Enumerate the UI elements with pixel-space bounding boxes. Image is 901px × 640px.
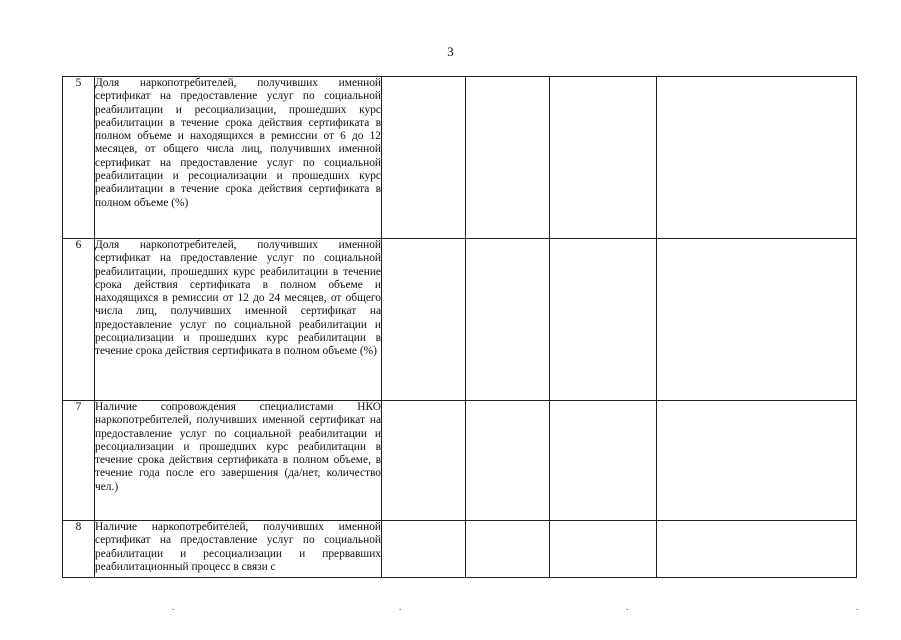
page-number: 3	[447, 44, 454, 59]
row-number: 6	[63, 239, 95, 401]
row-description: Доля наркопотребителей, получивших именной сертификат на предоставление услуг по социальной реабилитации и ресоциализации, прошедших курс реабилитации в течение срока действия сертификата в полном объеме и находящихся в ремиссии от 6 до 12 месяцев, от общего числа лиц, получивших именной сертификат на предоставление услуг по социальной реабилитации и ресоциализации и прошедших курс реабилитации в течение срока действия сертификата в полном объеме (%)	[95, 77, 382, 239]
empty-cell	[382, 77, 466, 239]
row-description-cell	[95, 521, 382, 578]
empty-cell	[657, 77, 857, 239]
empty-cell	[382, 401, 466, 521]
empty-cell	[550, 401, 657, 521]
empty-cell	[657, 401, 857, 521]
empty-cell	[466, 77, 550, 239]
empty-cell	[382, 521, 466, 578]
scan-mark: .	[172, 602, 175, 612]
empty-cell	[550, 77, 657, 239]
row-description: Наличие наркопотребителей, получивших именной сертификат на предоставление услуг по социальной реабилитации и ресоциализации и прервавших реабилитационный процесс в связи с	[95, 521, 381, 573]
empty-cell	[466, 401, 550, 521]
row-number: 7	[63, 401, 95, 521]
empty-cell	[466, 521, 550, 578]
row-number: 5	[63, 77, 95, 239]
row-number: 8	[63, 521, 95, 578]
empty-cell	[550, 239, 657, 401]
table-row	[63, 239, 857, 401]
scan-mark: .	[626, 602, 629, 612]
empty-cell	[550, 521, 657, 578]
scan-mark: .	[856, 602, 859, 612]
empty-cell	[657, 521, 857, 578]
table-row	[63, 77, 857, 239]
scan-mark: .	[399, 602, 402, 612]
row-description: Доля наркопотребителей, получивших именной сертификат на предоставление услуг по социальной реабилитации, прошедших курс реабилитации в течение срока действия сертификата в полном объеме и находящихся в ремиссии от 12 до 24 месяцев, от общего числа лиц, получивших именной сертификат на предоставление услуг по социальной реабилитации и ресоциализации и прошедших курс реабилитации в течение срока действия сертификата в полном объеме (%)	[95, 239, 382, 401]
table-row	[63, 401, 857, 521]
row-description: Наличие сопровождения специалистами НКО наркопотребителей, получивших именной сертификат на предоставление услуг по социальной реабилитации и ресоциализации и прошедших курс реабилитации в течение срока действия сертификата в полном объеме, в течение года после его завершения (да/нет, количество чел.)	[95, 401, 382, 521]
empty-cell	[382, 239, 466, 401]
table-row	[63, 521, 857, 578]
empty-cell	[466, 239, 550, 401]
empty-cell	[657, 239, 857, 401]
indicators-table	[62, 76, 857, 578]
